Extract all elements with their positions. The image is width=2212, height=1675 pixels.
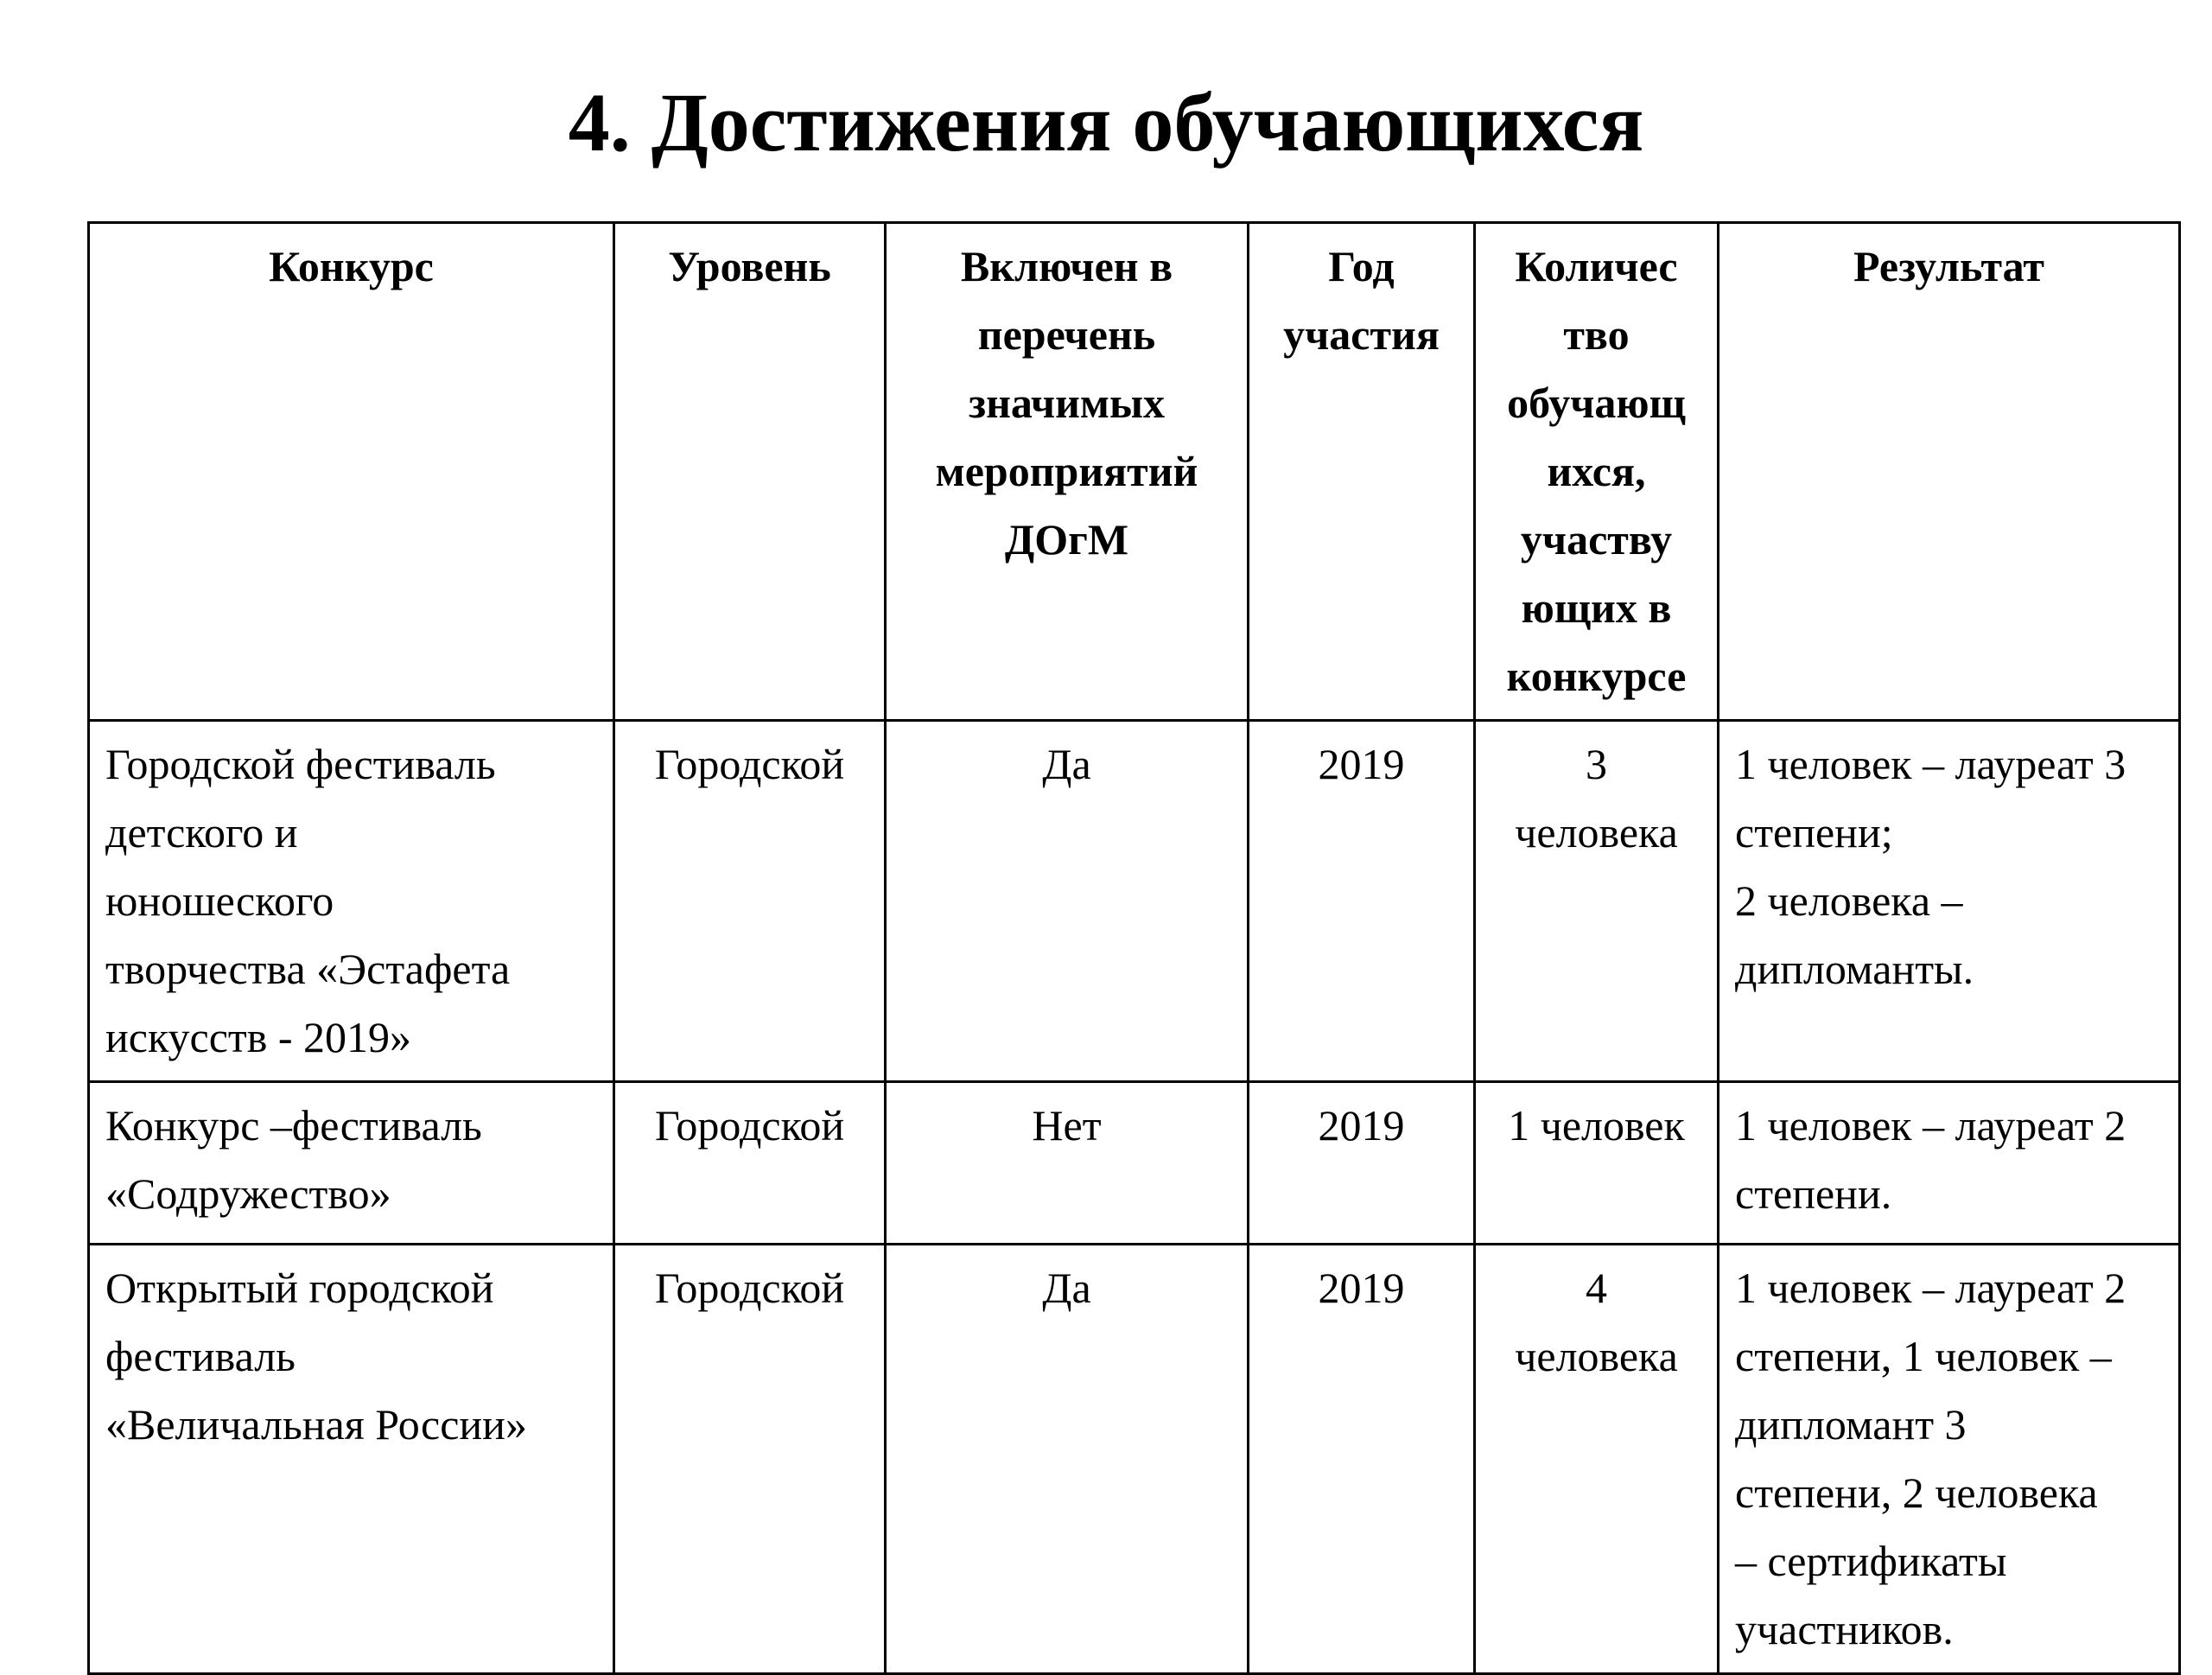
page-title: 4. Достижения обучающихся [568, 76, 1644, 169]
header-level: Уровень [614, 223, 886, 721]
header-contest: Конкурс [89, 223, 614, 721]
cell-result: 1 человек – лауреат 2 степени, 1 человек – дипломант 3 степени, 2 человека – сертификаты участников. [1719, 1245, 2180, 1674]
table-row [89, 721, 2180, 1082]
table-row [89, 1082, 2180, 1245]
cell-included: Нет [886, 1082, 1249, 1245]
cell-year: 2019 [1249, 1082, 1475, 1245]
header-result: Результат [1719, 223, 2180, 721]
cell-contest: Городской фестиваль детского и юношеского творчества «Эстафета искусств - 2019» [89, 721, 614, 1082]
table-row [89, 1245, 2180, 1674]
cell-level: Городской [614, 1245, 886, 1674]
cell-contest: Открытый городской фестиваль «Величальная России» [89, 1245, 614, 1674]
cell-result: 1 человек – лауреат 3 степени; 2 человека – дипломанты. [1719, 721, 2180, 1082]
cell-included: Да [886, 1245, 1249, 1674]
cell-level: Городской [614, 1082, 886, 1245]
cell-contest: Конкурс –фестиваль «Содружество» [89, 1082, 614, 1245]
cell-count: 3 человека [1475, 721, 1719, 1082]
header-year: Год участия [1249, 223, 1475, 721]
cell-count: 1 человек [1475, 1082, 1719, 1245]
cell-year: 2019 [1249, 721, 1475, 1082]
table-header-row [89, 223, 2180, 721]
achievements-table [87, 221, 2181, 1675]
cell-count: 4 человека [1475, 1245, 1719, 1674]
cell-level: Городской [614, 721, 886, 1082]
cell-included: Да [886, 721, 1249, 1082]
cell-year: 2019 [1249, 1245, 1475, 1674]
cell-result: 1 человек – лауреат 2 степени. [1719, 1082, 2180, 1245]
header-included: Включен в перечень значимых мероприятий ДОгМ [886, 223, 1249, 721]
header-count: Количес тво обучающ ихся, участву ющих в конкурсе [1475, 223, 1719, 721]
